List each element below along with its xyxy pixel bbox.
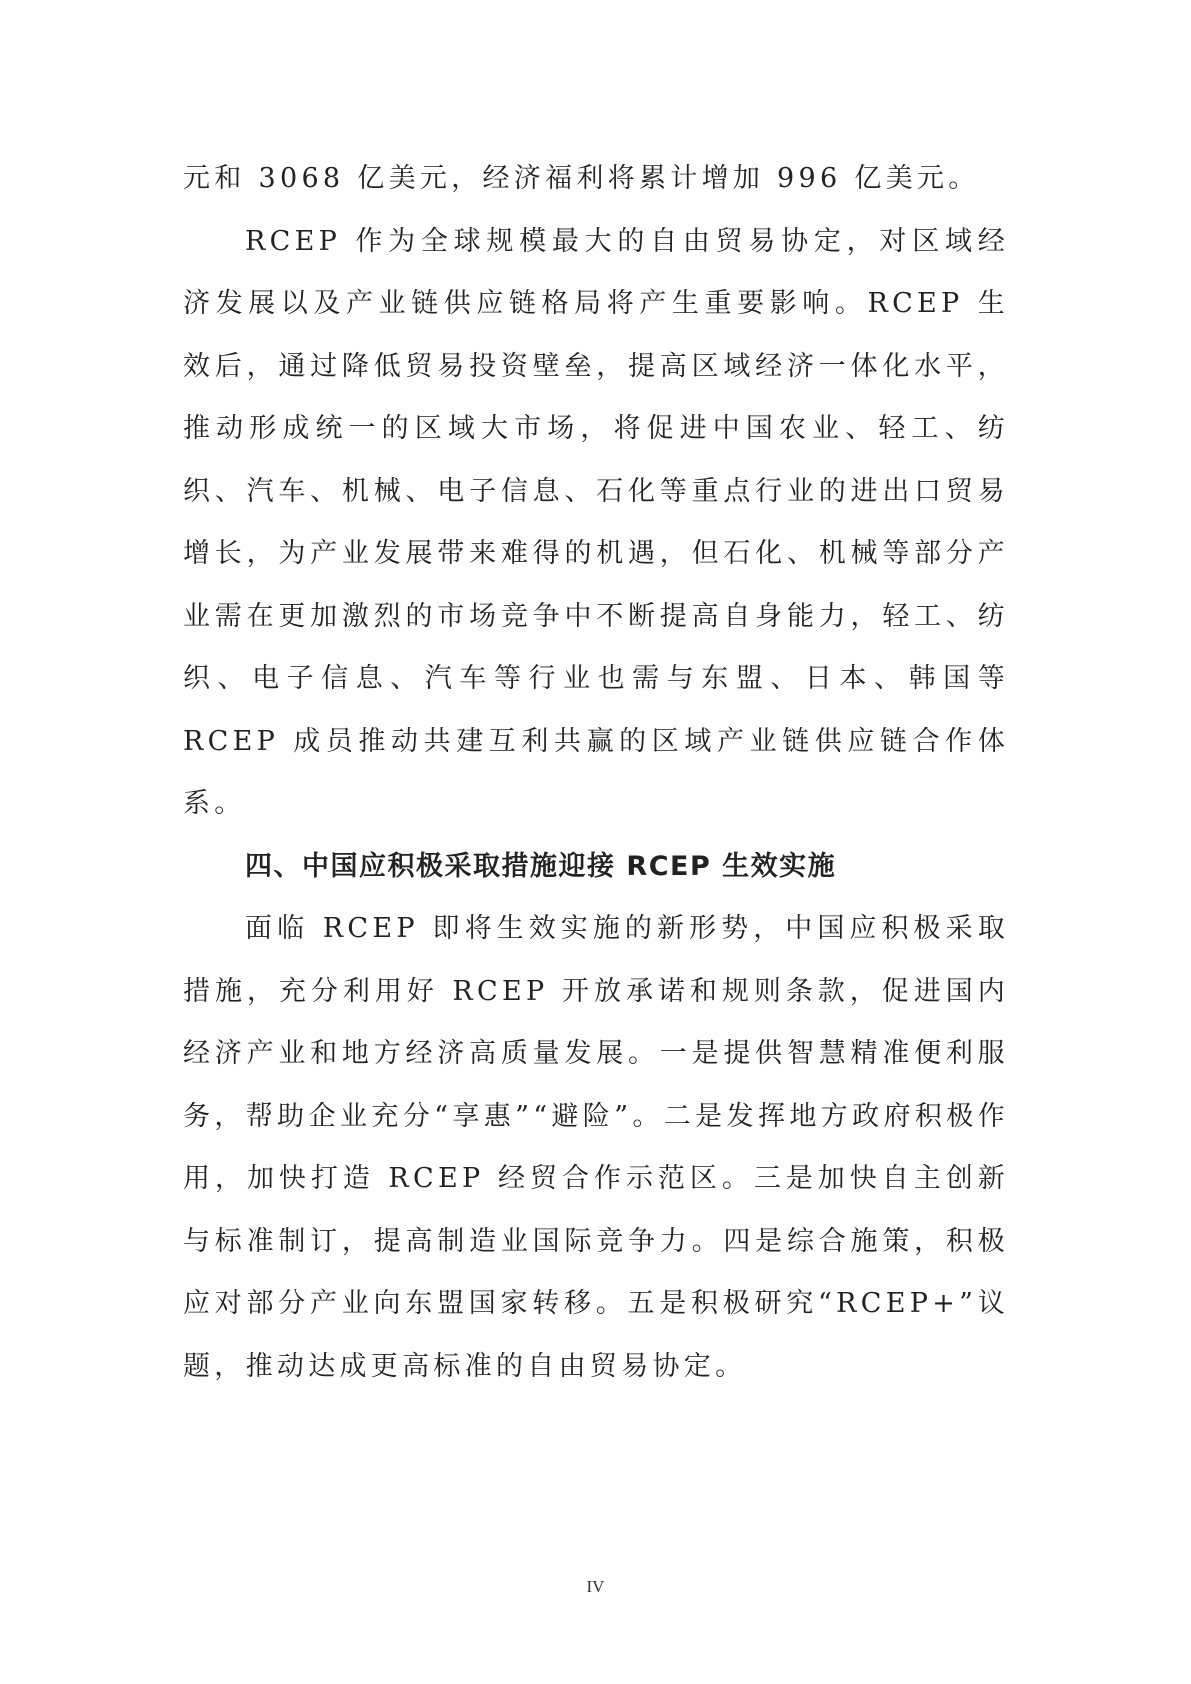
page-number: IV xyxy=(586,1577,605,1596)
section-heading: 四、中国应积极采取措施迎接 RCEP 生效实施 xyxy=(245,850,837,882)
paragraph-continuation: 元和 3068 亿美元，经济福利将累计增加 996 亿美元。 xyxy=(183,163,980,194)
paragraph-china-measures: 面临 RCEP 即将生效实施的新形势，中国应积极采取措施，充分利用好 RCEP 开放承诺和规则条款，促进国内经济产业和地方经济高质量发展。一是提供智慧精准便利服务，帮助企业充分“享惠”“避险”。二是发挥地方政府积极作用，加快打造 RCEP 经贸合作示范区。三是加快自主创新与标准制订，提高制造业国际竞争力。四是综合施策，积极应对部分产业向东盟国家转移。五是积极研究“RCEP+”议题，推动达成更高标准的自由贸易协定。 xyxy=(183,913,1009,1382)
paragraph-rcep-impact: RCEP 作为全球规模最大的自由贸易协定，对区域经济发展以及产业链供应链格局将产生重要影响。RCEP 生效后，通过降低贸易投资壁垒，提高区域经济一体化水平，推动形成统一的区域大市场，将促进中国农业、轻工、纺织、汽车、机械、电子信息、石化等重点行业的进出口贸易增长，为产业发展带来难得的机遇，但石化、机械等部分产业需在更加激烈的市场竞争中不断提高自身能力，轻工、纺织、电子信息、汽车等行业也需与东盟、日本、韩国等 RCEP 成员推动共建互利共赢的区域产业链供应链合作体系。 xyxy=(183,225,1009,819)
page-body xyxy=(183,148,1009,1398)
